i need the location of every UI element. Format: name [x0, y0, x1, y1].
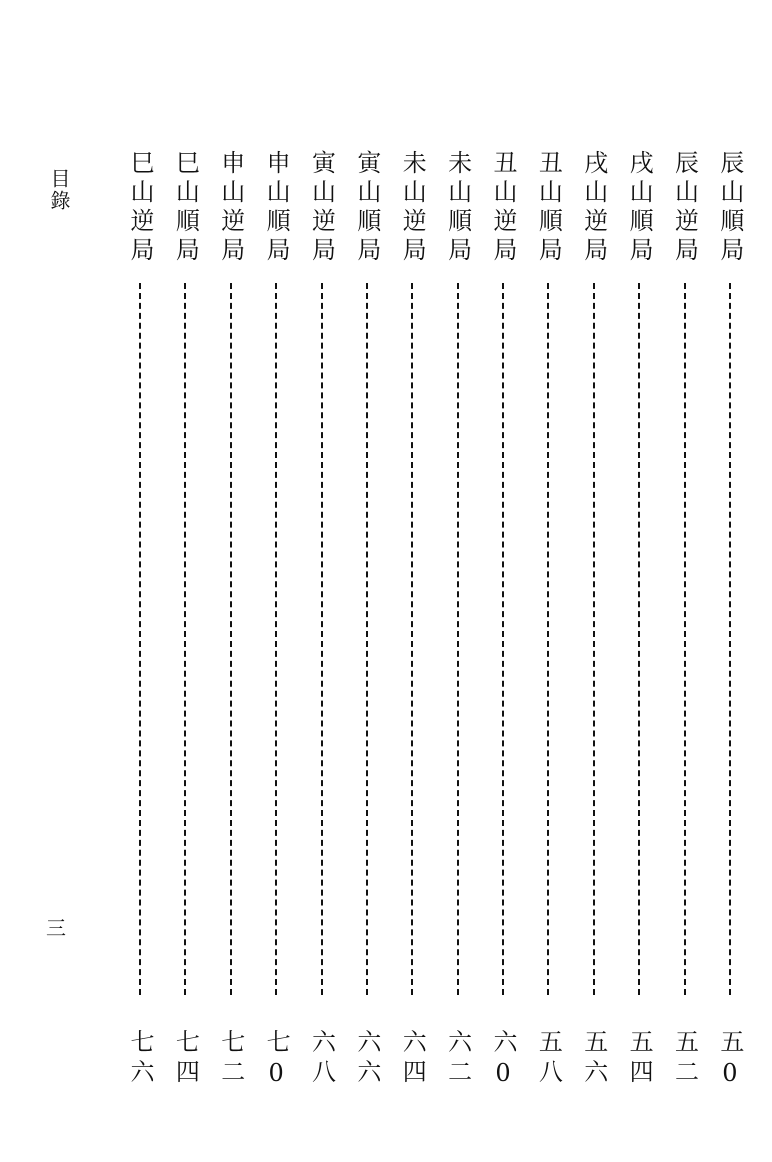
toc-entry-title: 寅山順局 [352, 150, 381, 266]
toc-entry-page: 七四 [171, 1029, 200, 1089]
toc-entry-title: 巳山順局 [171, 150, 200, 266]
toc-entries [120, 150, 750, 1110]
dotted-leader [729, 283, 731, 995]
toc-entry-page: 七0 [262, 1029, 291, 1093]
toc-entry-page: 五二 [670, 1029, 699, 1089]
toc-entry-page: 六八 [307, 1029, 336, 1089]
dotted-leader [139, 283, 141, 995]
dotted-leader [684, 283, 686, 995]
toc-entry [347, 150, 387, 1110]
toc-entry-title: 申山順局 [262, 150, 291, 266]
toc-entry-title: 辰山順局 [715, 150, 744, 266]
toc-entry-title: 申山逆局 [216, 150, 245, 266]
dotted-leader [502, 283, 504, 995]
toc-entry [619, 150, 659, 1110]
toc-entry [256, 150, 296, 1110]
dotted-leader [457, 283, 459, 995]
dotted-leader [230, 283, 232, 995]
section-title: 目錄 [47, 168, 71, 212]
toc-entry [120, 150, 160, 1110]
toc-entry-page: 五八 [534, 1029, 563, 1089]
toc-entry-page: 七六 [126, 1029, 154, 1089]
dotted-leader [547, 283, 549, 995]
dotted-leader [411, 283, 413, 995]
toc-entry [574, 150, 614, 1110]
toc-entry [211, 150, 251, 1110]
toc-entry-title: 丑山逆局 [489, 150, 517, 266]
toc-entry [392, 150, 432, 1110]
toc-entry-page: 六0 [489, 1029, 517, 1093]
toc-entry-title: 戌山順局 [625, 150, 654, 266]
folio-number: 三 [46, 916, 66, 940]
toc-entry-title: 丑山順局 [534, 150, 563, 266]
toc-entry-title: 辰山逆局 [670, 150, 699, 266]
toc-entry-page: 五六 [579, 1029, 608, 1089]
toc-entry-page: 五0 [715, 1029, 744, 1093]
toc-entry-title: 未山順局 [443, 150, 472, 266]
toc-entry [165, 150, 205, 1110]
toc-entry [665, 150, 705, 1110]
toc-entry-title: 寅山逆局 [307, 150, 336, 266]
toc-entry-page: 六二 [443, 1029, 472, 1089]
toc-entry-title: 戌山逆局 [579, 150, 608, 266]
toc-entry-page: 六六 [352, 1029, 381, 1089]
dotted-leader [184, 283, 186, 995]
toc-entry [710, 150, 750, 1110]
toc-entry-page: 五四 [625, 1029, 654, 1089]
dotted-leader [593, 283, 595, 995]
dotted-leader [638, 283, 640, 995]
toc-entry [483, 150, 523, 1110]
toc-entry [528, 150, 568, 1110]
toc-entry-title: 巳山逆局 [126, 150, 154, 266]
dotted-leader [275, 283, 277, 995]
toc-entry-title: 未山逆局 [398, 150, 427, 266]
toc-entry-page: 七二 [216, 1029, 245, 1089]
toc-entry [438, 150, 478, 1110]
dotted-leader [366, 283, 368, 995]
toc-entry [302, 150, 342, 1110]
toc-entry-page: 六四 [398, 1029, 427, 1089]
dotted-leader [321, 283, 323, 995]
